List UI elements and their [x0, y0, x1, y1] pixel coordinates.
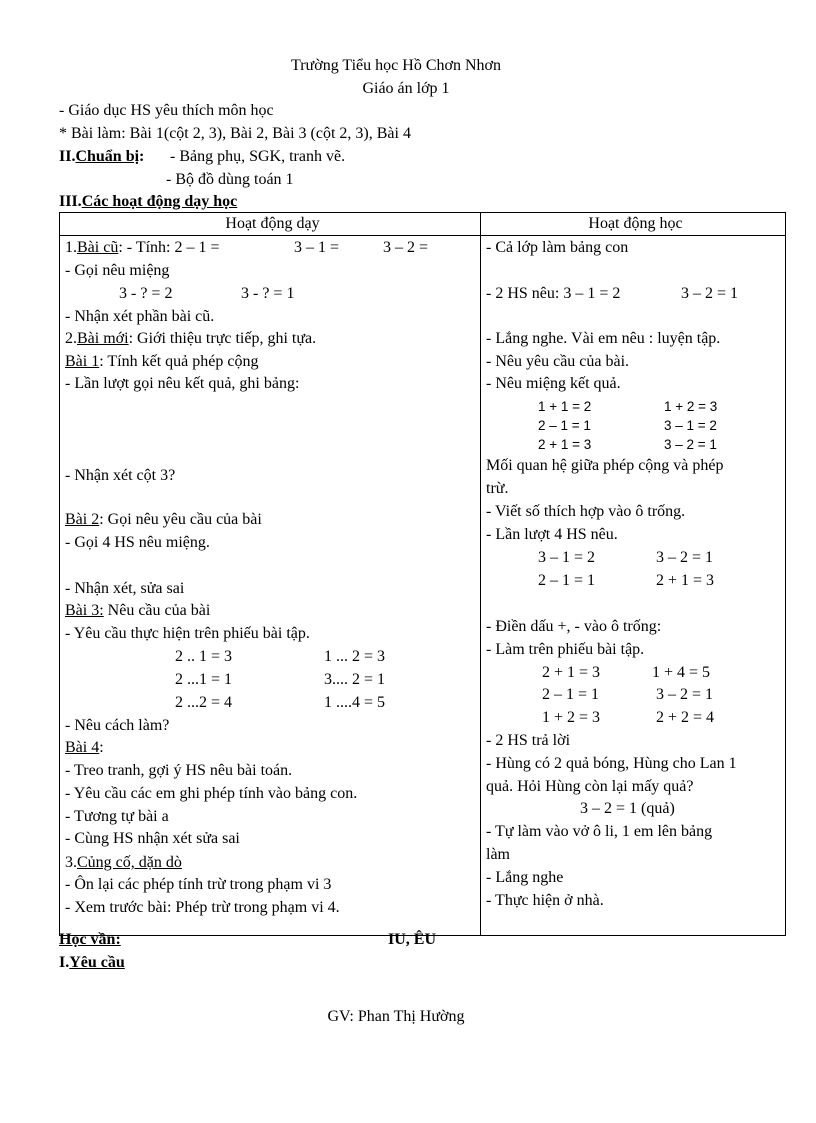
activities-heading [59, 191, 237, 214]
prep-item-2: - Bộ đồ dùng toán 1 [166, 171, 294, 188]
teacher-footer: GV: Phan Thị Hường [327, 1008, 465, 1025]
table-header-row [60, 213, 786, 236]
text-line: - Nhận xét phần bài cũ. [65, 308, 215, 325]
text: : Gọi nêu yêu cầu của bài [99, 511, 262, 528]
text: : Giới thiệu trực tiếp, ghi tựa. [128, 330, 317, 347]
text: 3. [65, 854, 77, 871]
text-line: - Nêu cách làm? [65, 717, 170, 734]
text: : - Tính: 2 – 1 = [118, 239, 220, 256]
exercise-1-title: Bài 1 [65, 353, 100, 370]
calc-item: 3 – 1 = [294, 239, 340, 256]
text: : [99, 739, 104, 756]
text-line: quả. Hỏi Hùng còn lại mấy quả? [486, 778, 694, 795]
calc-item: 3 – 2 = 1 [656, 686, 714, 703]
calc-item: 3 – 2 = 1 [664, 437, 717, 452]
calc-item: 3 – 2 = 1 [681, 285, 739, 302]
exercise-item: 1 ... 2 = 3 [324, 648, 386, 665]
teaching-cell [60, 236, 481, 936]
text-line: - Làm trên phiếu bài tập. [486, 641, 645, 658]
new-lesson-title: Bài mới [77, 330, 129, 347]
calc-item: 2 – 1 = 1 [538, 572, 596, 589]
text-line: - Lần lượt gọi nêu kết quả, ghi bảng: [65, 375, 300, 392]
summary-title: Củng cố, dặn dò [77, 854, 182, 871]
activities-title: Các hoạt động dạy học [81, 193, 238, 210]
calc-item: 3 – 2 = [383, 239, 429, 256]
exercise-4-title: Bài 4 [65, 739, 100, 756]
answer-line: 3 – 2 = 1 (quả) [580, 800, 675, 817]
header-teaching: Hoạt động dạy [60, 213, 481, 236]
text-line: - Hùng có 2 quả bóng, Hùng cho Lan 1 [486, 755, 737, 772]
calc-item: 3 – 1 = 2 [538, 549, 596, 566]
calc-item: 2 + 2 = 4 [656, 709, 715, 726]
calc-item: 2 – 1 = 1 [538, 418, 591, 433]
text-line: - Gọi 4 HS nêu miệng. [65, 534, 210, 551]
lesson-title: IU, ÊU [388, 931, 437, 948]
text-line: Mối quan hệ giữa phép cộng và phép [486, 457, 724, 474]
text-line: làm [486, 846, 510, 863]
header-learning: Hoạt động học [481, 213, 786, 236]
text-line: - Nêu yêu cầu của bài. [486, 353, 630, 370]
exercises-line: * Bài làm: Bài 1(cột 2, 3), Bài 2, Bài 3 (cột 2, 3), Bài 4 [59, 125, 411, 142]
text-line: - 2 HS trả lời [486, 732, 571, 749]
text-line: - Tự làm vào vở ô li, 1 em lên bảng [486, 823, 713, 840]
exercise-item: 2 .. 1 = 3 [175, 648, 233, 665]
activities-table [59, 212, 786, 936]
text-line: - Cả lớp làm bảng con [486, 239, 629, 256]
calc-item: 2 + 1 = 3 [538, 437, 592, 452]
text-line: - Gọi nêu miệng [65, 262, 170, 279]
text-line: - Điền dấu +, - vào ô trống: [486, 618, 662, 635]
calc-item: 2 + 1 = 3 [656, 572, 715, 589]
activities-number: III. [59, 193, 82, 210]
exercise-3-line [65, 600, 210, 623]
table-body-row [60, 236, 786, 936]
lesson-plan-subtitle: Giáo án lớp 1 [362, 80, 450, 97]
text: Nêu cầu của bài [103, 602, 211, 619]
text-line: - Nhận xét, sửa sai [65, 580, 185, 597]
exercise-3-title: Bài 3: [65, 602, 104, 619]
old-lesson-title: Bài cũ [77, 239, 119, 256]
exercise-item: 1 ....4 = 5 [324, 694, 386, 711]
calc-item: 1 + 2 = 3 [664, 399, 718, 414]
requirements-heading [59, 952, 125, 975]
text-line: trừ. [486, 480, 509, 497]
text-line: - 2 HS nêu: 3 – 1 = 2 [486, 285, 621, 302]
calc-item: 3 - ? = 2 [119, 285, 173, 302]
text-line: - Xem trước bài: Phép trừ trong phạm vi 4. [65, 899, 340, 916]
calc-item: 1 + 2 = 3 [542, 709, 601, 726]
calc-item: 3 - ? = 1 [241, 285, 295, 302]
school-name: Trường Tiểu học Hồ Chơn Nhơn [291, 57, 501, 74]
calc-item: 3 – 1 = 2 [664, 418, 717, 433]
text: 2. [65, 330, 77, 347]
calc-item: 1 + 4 = 5 [652, 664, 711, 681]
exercise-item: 2 ...1 = 1 [175, 671, 233, 688]
text: : Tính kết quả phép cộng [99, 353, 259, 370]
exercise-2-line [65, 509, 262, 532]
prep-title: Chuẩn bị [75, 148, 140, 165]
old-lesson-line [65, 237, 220, 260]
new-lesson-line [65, 328, 316, 351]
requirements-title: Yêu cầu [69, 954, 125, 971]
calc-item: 2 + 1 = 3 [542, 664, 601, 681]
text-line: - Tương tự bài a [65, 808, 169, 825]
text-line: - Viết số thích hợp vào ô trống. [486, 503, 686, 520]
text-line: - Lắng nghe [486, 869, 564, 886]
text-line: - Yêu cầu các em ghi phép tính vào bảng con. [65, 785, 358, 802]
exercise-1-line [65, 351, 258, 374]
exercise-4-line [65, 737, 104, 760]
text-line: - Cùng HS nhận xét sửa sai [65, 830, 240, 847]
prep-colon: : [139, 148, 145, 165]
exercise-item: 3.... 2 = 1 [324, 671, 386, 688]
text-line: - Ôn lại các phép tính trừ trong phạm vi 3 [65, 876, 332, 893]
exercise-item: 2 ...2 = 4 [175, 694, 233, 711]
learning-cell [481, 236, 786, 936]
calc-item: 2 – 1 = 1 [542, 686, 600, 703]
text-line: - Yêu cầu thực hiện trên phiếu bài tập. [65, 625, 310, 642]
calc-item: 3 – 2 = 1 [656, 549, 714, 566]
prep-heading [59, 146, 144, 169]
text: 1. [65, 239, 77, 256]
text-line: - Nhận xét cột 3? [65, 467, 176, 484]
text-line: - Thực hiện ở nhà. [486, 892, 604, 909]
text-line: - Treo tranh, gợi ý HS nêu bài toán. [65, 762, 293, 779]
calc-item: 1 + 1 = 2 [538, 399, 592, 414]
goal-line: - Giáo dục HS yêu thích môn học [59, 102, 274, 119]
exercise-2-title: Bài 2 [65, 511, 100, 528]
summary-line [65, 852, 182, 875]
requirements-number: I. [59, 954, 70, 971]
text-line: - Lần lượt 4 HS nêu. [486, 526, 618, 543]
text-line: - Nêu miệng kết quả. [486, 375, 621, 392]
subject-label: Học vần: [59, 931, 121, 948]
prep-item-1: - Bảng phụ, SGK, tranh vẽ. [170, 148, 346, 165]
prep-number: II. [59, 148, 76, 165]
text-line: - Lắng nghe. Vài em nêu : luyện tập. [486, 330, 721, 347]
